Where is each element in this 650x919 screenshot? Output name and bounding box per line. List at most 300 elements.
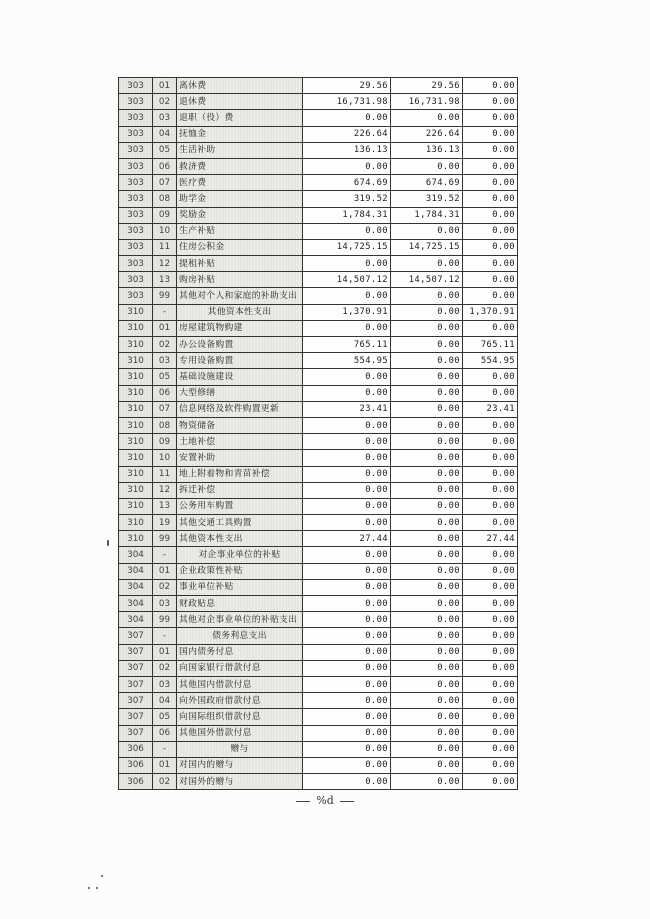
item-code-cell: 12 [153, 256, 177, 272]
table-row [119, 401, 518, 417]
total-amount-cell: 765.11 [303, 337, 391, 353]
class-code-cell: 310 [119, 385, 153, 401]
total-amount-cell: 0.00 [303, 498, 391, 514]
expense-name-cell: 大型修缮 [177, 385, 303, 401]
total-amount-cell: 0.00 [303, 434, 391, 450]
table-row [119, 466, 518, 482]
total-amount-cell: 0.00 [303, 417, 391, 433]
total-amount-cell: 0.00 [303, 450, 391, 466]
project-expenditure-cell: 0.00 [463, 482, 518, 498]
class-code-cell: 310 [119, 531, 153, 547]
table-row [119, 482, 518, 498]
basic-expenditure-cell: 0.00 [391, 693, 463, 709]
expense-name-cell: 企业政策性补贴 [177, 563, 303, 579]
expense-name-cell: 其他交通工具购置 [177, 515, 303, 531]
class-code-cell: 304 [119, 547, 153, 563]
expense-name-cell: 事业单位补贴 [177, 579, 303, 595]
table-row [119, 191, 518, 207]
total-amount-cell: 0.00 [303, 579, 391, 595]
project-expenditure-cell: 0.00 [463, 385, 518, 401]
basic-expenditure-cell: 136.13 [391, 142, 463, 158]
total-amount-cell: 0.00 [303, 660, 391, 676]
expense-name-cell: 生产补贴 [177, 223, 303, 239]
table-row [119, 142, 518, 158]
total-amount-cell: 0.00 [303, 110, 391, 126]
basic-expenditure-cell: 0.00 [391, 563, 463, 579]
item-code-cell: 02 [153, 774, 177, 790]
item-code-cell: 10 [153, 450, 177, 466]
total-amount-cell: 0.00 [303, 223, 391, 239]
table-row [119, 304, 518, 320]
class-code-cell: 303 [119, 288, 153, 304]
basic-expenditure-cell: 0.00 [391, 288, 463, 304]
class-code-cell: 303 [119, 223, 153, 239]
item-code-cell: 09 [153, 434, 177, 450]
total-amount-cell: 0.00 [303, 693, 391, 709]
project-expenditure-cell: 0.00 [463, 94, 518, 110]
class-code-cell: 310 [119, 401, 153, 417]
class-code-cell: 306 [119, 774, 153, 790]
class-code-cell: 310 [119, 450, 153, 466]
project-expenditure-cell: 0.00 [463, 223, 518, 239]
class-code-cell: 310 [119, 482, 153, 498]
table-row [119, 563, 518, 579]
class-code-cell: 303 [119, 272, 153, 288]
table-row [119, 110, 518, 126]
expense-name-cell: 房屋建筑物购建 [177, 320, 303, 336]
total-amount-cell: 0.00 [303, 628, 391, 644]
expenditure-table [118, 77, 518, 790]
expense-name-cell: 对企事业单位的补贴 [177, 547, 303, 563]
class-code-cell: 306 [119, 741, 153, 757]
class-code-cell: 303 [119, 175, 153, 191]
project-expenditure-cell: 0.00 [463, 239, 518, 255]
basic-expenditure-cell: 1,784.31 [391, 207, 463, 223]
expense-name-cell: 基础设施建设 [177, 369, 303, 385]
expense-name-cell: 其他资本性支出 [177, 531, 303, 547]
project-expenditure-cell: 0.00 [463, 175, 518, 191]
scan-speck [96, 887, 98, 889]
project-expenditure-cell: 1,370.91 [463, 304, 518, 320]
total-amount-cell: 0.00 [303, 741, 391, 757]
class-code-cell: 303 [119, 256, 153, 272]
total-amount-cell: 0.00 [303, 596, 391, 612]
class-code-cell: 310 [119, 515, 153, 531]
project-expenditure-cell: 0.00 [463, 660, 518, 676]
expense-name-cell: 办公设备购置 [177, 337, 303, 353]
total-amount-cell: 0.00 [303, 757, 391, 773]
total-amount-cell: 0.00 [303, 256, 391, 272]
basic-expenditure-cell: 0.00 [391, 676, 463, 692]
total-amount-cell: 14,507.12 [303, 272, 391, 288]
basic-expenditure-cell: 319.52 [391, 191, 463, 207]
scan-speck [88, 887, 90, 889]
class-code-cell: 310 [119, 337, 153, 353]
project-expenditure-cell: 23.41 [463, 401, 518, 417]
project-expenditure-cell: 0.00 [463, 256, 518, 272]
class-code-cell: 303 [119, 207, 153, 223]
project-expenditure-cell: 554.95 [463, 353, 518, 369]
item-code-cell: 19 [153, 515, 177, 531]
project-expenditure-cell: 0.00 [463, 450, 518, 466]
project-expenditure-cell: 0.00 [463, 725, 518, 741]
expense-name-cell: 地上附着物和青苗补偿 [177, 466, 303, 482]
table-row [119, 644, 518, 660]
table-row [119, 741, 518, 757]
project-expenditure-cell: 0.00 [463, 757, 518, 773]
item-code-cell: 01 [153, 563, 177, 579]
project-expenditure-cell: 0.00 [463, 288, 518, 304]
project-expenditure-cell: 0.00 [463, 142, 518, 158]
project-expenditure-cell: 765.11 [463, 337, 518, 353]
project-expenditure-cell: 0.00 [463, 466, 518, 482]
total-amount-cell: 0.00 [303, 547, 391, 563]
item-code-cell: 99 [153, 288, 177, 304]
table-row [119, 531, 518, 547]
total-amount-cell: 319.52 [303, 191, 391, 207]
item-code-cell: 01 [153, 644, 177, 660]
total-amount-cell: 136.13 [303, 142, 391, 158]
basic-expenditure-cell: 674.69 [391, 175, 463, 191]
total-amount-cell: 0.00 [303, 644, 391, 660]
project-expenditure-cell: 0.00 [463, 693, 518, 709]
expense-name-cell: 信息网络及软件购置更新 [177, 401, 303, 417]
project-expenditure-cell: 0.00 [463, 741, 518, 757]
project-expenditure-cell: 0.00 [463, 579, 518, 595]
total-amount-cell: 1,784.31 [303, 207, 391, 223]
table-row [119, 369, 518, 385]
item-code-cell: - [153, 741, 177, 757]
total-amount-cell: 0.00 [303, 385, 391, 401]
expense-name-cell: 抚恤金 [177, 126, 303, 142]
page-number: %d [316, 794, 334, 807]
basic-expenditure-cell: 0.00 [391, 709, 463, 725]
table-row [119, 126, 518, 142]
expense-name-cell: 其他资本性支出 [177, 304, 303, 320]
item-code-cell: 13 [153, 272, 177, 288]
basic-expenditure-cell: 0.00 [391, 774, 463, 790]
table-row [119, 353, 518, 369]
expenditure-table-body [119, 78, 518, 790]
class-code-cell: 310 [119, 434, 153, 450]
class-code-cell: 310 [119, 466, 153, 482]
class-code-cell: 303 [119, 126, 153, 142]
class-code-cell: 307 [119, 660, 153, 676]
project-expenditure-cell: 0.00 [463, 126, 518, 142]
class-code-cell: 307 [119, 693, 153, 709]
item-code-cell: 06 [153, 385, 177, 401]
basic-expenditure-cell: 0.00 [391, 757, 463, 773]
total-amount-cell: 0.00 [303, 774, 391, 790]
item-code-cell: 08 [153, 191, 177, 207]
basic-expenditure-cell: 0.00 [391, 725, 463, 741]
item-code-cell: 01 [153, 320, 177, 336]
project-expenditure-cell: 0.00 [463, 207, 518, 223]
table-row [119, 628, 518, 644]
expense-name-cell: 债务利息支出 [177, 628, 303, 644]
expense-name-cell: 专用设备购置 [177, 353, 303, 369]
total-amount-cell: 0.00 [303, 158, 391, 174]
expense-name-cell: 其他对个人和家庭的补助支出 [177, 288, 303, 304]
item-code-cell: 04 [153, 693, 177, 709]
table-row [119, 676, 518, 692]
class-code-cell: 310 [119, 417, 153, 433]
basic-expenditure-cell: 0.00 [391, 417, 463, 433]
project-expenditure-cell: 0.00 [463, 709, 518, 725]
table-row [119, 498, 518, 514]
expense-name-cell: 医疗费 [177, 175, 303, 191]
project-expenditure-cell: 0.00 [463, 612, 518, 628]
basic-expenditure-cell: 0.00 [391, 434, 463, 450]
project-expenditure-cell: 0.00 [463, 628, 518, 644]
expense-name-cell: 购房补贴 [177, 272, 303, 288]
expense-name-cell: 其他国内借款付息 [177, 676, 303, 692]
expense-name-cell: 物资储备 [177, 417, 303, 433]
expense-name-cell: 拆迁补偿 [177, 482, 303, 498]
item-code-cell: 13 [153, 498, 177, 514]
scan-speck [101, 875, 103, 877]
expense-name-cell: 退休费 [177, 94, 303, 110]
class-code-cell: 304 [119, 596, 153, 612]
basic-expenditure-cell: 0.00 [391, 612, 463, 628]
table-row [119, 320, 518, 336]
item-code-cell: 06 [153, 158, 177, 174]
table-row [119, 709, 518, 725]
total-amount-cell: 29.56 [303, 78, 391, 94]
total-amount-cell: 14,725.15 [303, 239, 391, 255]
table-row [119, 450, 518, 466]
project-expenditure-cell: 0.00 [463, 78, 518, 94]
table-row [119, 94, 518, 110]
item-code-cell: 05 [153, 369, 177, 385]
expense-name-cell: 提租补贴 [177, 256, 303, 272]
table-row [119, 223, 518, 239]
footer-dash-left [296, 801, 310, 802]
item-code-cell: 99 [153, 612, 177, 628]
project-expenditure-cell: 0.00 [463, 369, 518, 385]
total-amount-cell: 0.00 [303, 482, 391, 498]
basic-expenditure-cell: 0.00 [391, 579, 463, 595]
item-code-cell: 05 [153, 709, 177, 725]
class-code-cell: 310 [119, 353, 153, 369]
project-expenditure-cell: 0.00 [463, 774, 518, 790]
expense-name-cell: 生活补助 [177, 142, 303, 158]
expense-name-cell: 对国内的赠与 [177, 757, 303, 773]
project-expenditure-cell: 27.44 [463, 531, 518, 547]
total-amount-cell: 0.00 [303, 320, 391, 336]
class-code-cell: 303 [119, 110, 153, 126]
item-code-cell: - [153, 628, 177, 644]
expense-name-cell: 退职（役）费 [177, 110, 303, 126]
total-amount-cell: 0.00 [303, 466, 391, 482]
class-code-cell: 303 [119, 78, 153, 94]
item-code-cell: 12 [153, 482, 177, 498]
basic-expenditure-cell: 0.00 [391, 515, 463, 531]
project-expenditure-cell: 0.00 [463, 272, 518, 288]
basic-expenditure-cell: 0.00 [391, 482, 463, 498]
table-row [119, 256, 518, 272]
item-code-cell: 03 [153, 110, 177, 126]
class-code-cell: 307 [119, 676, 153, 692]
total-amount-cell: 0.00 [303, 709, 391, 725]
item-code-cell: 01 [153, 78, 177, 94]
project-expenditure-cell: 0.00 [463, 644, 518, 660]
project-expenditure-cell: 0.00 [463, 158, 518, 174]
class-code-cell: 304 [119, 612, 153, 628]
item-code-cell: 02 [153, 660, 177, 676]
budget-table-container [118, 77, 517, 790]
item-code-cell: - [153, 304, 177, 320]
item-code-cell: 02 [153, 579, 177, 595]
total-amount-cell: 0.00 [303, 612, 391, 628]
class-code-cell: 306 [119, 757, 153, 773]
basic-expenditure-cell: 0.00 [391, 450, 463, 466]
class-code-cell: 304 [119, 563, 153, 579]
project-expenditure-cell: 0.00 [463, 110, 518, 126]
basic-expenditure-cell: 0.00 [391, 644, 463, 660]
basic-expenditure-cell: 0.00 [391, 660, 463, 676]
total-amount-cell: 0.00 [303, 725, 391, 741]
table-row [119, 757, 518, 773]
basic-expenditure-cell: 0.00 [391, 369, 463, 385]
class-code-cell: 310 [119, 304, 153, 320]
item-code-cell: 08 [153, 417, 177, 433]
basic-expenditure-cell: 0.00 [391, 158, 463, 174]
expense-name-cell: 奖励金 [177, 207, 303, 223]
table-row [119, 239, 518, 255]
total-amount-cell: 554.95 [303, 353, 391, 369]
footer-dash-right [340, 801, 354, 802]
total-amount-cell: 0.00 [303, 563, 391, 579]
total-amount-cell: 674.69 [303, 175, 391, 191]
item-code-cell: 11 [153, 239, 177, 255]
table-row [119, 725, 518, 741]
expense-name-cell: 对国外的赠与 [177, 774, 303, 790]
basic-expenditure-cell: 0.00 [391, 223, 463, 239]
total-amount-cell: 1,370.91 [303, 304, 391, 320]
basic-expenditure-cell: 0.00 [391, 304, 463, 320]
item-code-cell: 02 [153, 94, 177, 110]
total-amount-cell: 0.00 [303, 515, 391, 531]
scan-speck [107, 540, 109, 546]
expense-name-cell: 财政贴息 [177, 596, 303, 612]
expense-name-cell: 安置补助 [177, 450, 303, 466]
expense-name-cell: 国内债务付息 [177, 644, 303, 660]
expense-name-cell: 离休费 [177, 78, 303, 94]
project-expenditure-cell: 0.00 [463, 191, 518, 207]
basic-expenditure-cell: 0.00 [391, 337, 463, 353]
item-code-cell: 07 [153, 175, 177, 191]
item-code-cell: - [153, 547, 177, 563]
class-code-cell: 310 [119, 498, 153, 514]
total-amount-cell: 16,731.98 [303, 94, 391, 110]
table-row [119, 660, 518, 676]
class-code-cell: 303 [119, 94, 153, 110]
table-row [119, 207, 518, 223]
item-code-cell: 01 [153, 757, 177, 773]
expense-name-cell: 向国家银行借款付息 [177, 660, 303, 676]
basic-expenditure-cell: 0.00 [391, 320, 463, 336]
class-code-cell: 307 [119, 644, 153, 660]
basic-expenditure-cell: 226.64 [391, 126, 463, 142]
basic-expenditure-cell: 0.00 [391, 531, 463, 547]
table-row [119, 272, 518, 288]
item-code-cell: 11 [153, 466, 177, 482]
project-expenditure-cell: 0.00 [463, 547, 518, 563]
item-code-cell: 02 [153, 337, 177, 353]
table-row [119, 434, 518, 450]
class-code-cell: 310 [119, 369, 153, 385]
basic-expenditure-cell: 0.00 [391, 547, 463, 563]
class-code-cell: 303 [119, 239, 153, 255]
expense-name-cell: 其他对企事业单位的补贴支出 [177, 612, 303, 628]
basic-expenditure-cell: 0.00 [391, 401, 463, 417]
basic-expenditure-cell: 16,731.98 [391, 94, 463, 110]
total-amount-cell: 0.00 [303, 676, 391, 692]
total-amount-cell: 0.00 [303, 369, 391, 385]
basic-expenditure-cell: 29.56 [391, 78, 463, 94]
basic-expenditure-cell: 0.00 [391, 498, 463, 514]
basic-expenditure-cell: 0.00 [391, 466, 463, 482]
table-row [119, 288, 518, 304]
basic-expenditure-cell: 0.00 [391, 628, 463, 644]
total-amount-cell: 27.44 [303, 531, 391, 547]
basic-expenditure-cell: 14,725.15 [391, 239, 463, 255]
table-row [119, 547, 518, 563]
table-row [119, 596, 518, 612]
class-code-cell: 303 [119, 158, 153, 174]
table-row [119, 385, 518, 401]
basic-expenditure-cell: 14,507.12 [391, 272, 463, 288]
expense-name-cell: 其他国外借款付息 [177, 725, 303, 741]
table-row [119, 515, 518, 531]
item-code-cell: 07 [153, 401, 177, 417]
total-amount-cell: 23.41 [303, 401, 391, 417]
project-expenditure-cell: 0.00 [463, 498, 518, 514]
project-expenditure-cell: 0.00 [463, 434, 518, 450]
class-code-cell: 307 [119, 709, 153, 725]
basic-expenditure-cell: 0.00 [391, 353, 463, 369]
table-row [119, 78, 518, 94]
basic-expenditure-cell: 0.00 [391, 596, 463, 612]
table-row [119, 175, 518, 191]
basic-expenditure-cell: 0.00 [391, 110, 463, 126]
expense-name-cell: 公务用车购置 [177, 498, 303, 514]
basic-expenditure-cell: 0.00 [391, 385, 463, 401]
item-code-cell: 10 [153, 223, 177, 239]
table-row [119, 693, 518, 709]
total-amount-cell: 226.64 [303, 126, 391, 142]
basic-expenditure-cell: 0.00 [391, 256, 463, 272]
project-expenditure-cell: 0.00 [463, 320, 518, 336]
table-row [119, 337, 518, 353]
expense-name-cell: 赠与 [177, 741, 303, 757]
total-amount-cell: 0.00 [303, 288, 391, 304]
project-expenditure-cell: 0.00 [463, 563, 518, 579]
project-expenditure-cell: 0.00 [463, 515, 518, 531]
item-code-cell: 06 [153, 725, 177, 741]
class-code-cell: 307 [119, 725, 153, 741]
expense-name-cell: 救济费 [177, 158, 303, 174]
expense-name-cell: 住房公积金 [177, 239, 303, 255]
project-expenditure-cell: 0.00 [463, 676, 518, 692]
class-code-cell: 304 [119, 579, 153, 595]
basic-expenditure-cell: 0.00 [391, 741, 463, 757]
item-code-cell: 03 [153, 596, 177, 612]
expense-name-cell: 向国际组织借款付息 [177, 709, 303, 725]
class-code-cell: 303 [119, 191, 153, 207]
expense-name-cell: 助学金 [177, 191, 303, 207]
